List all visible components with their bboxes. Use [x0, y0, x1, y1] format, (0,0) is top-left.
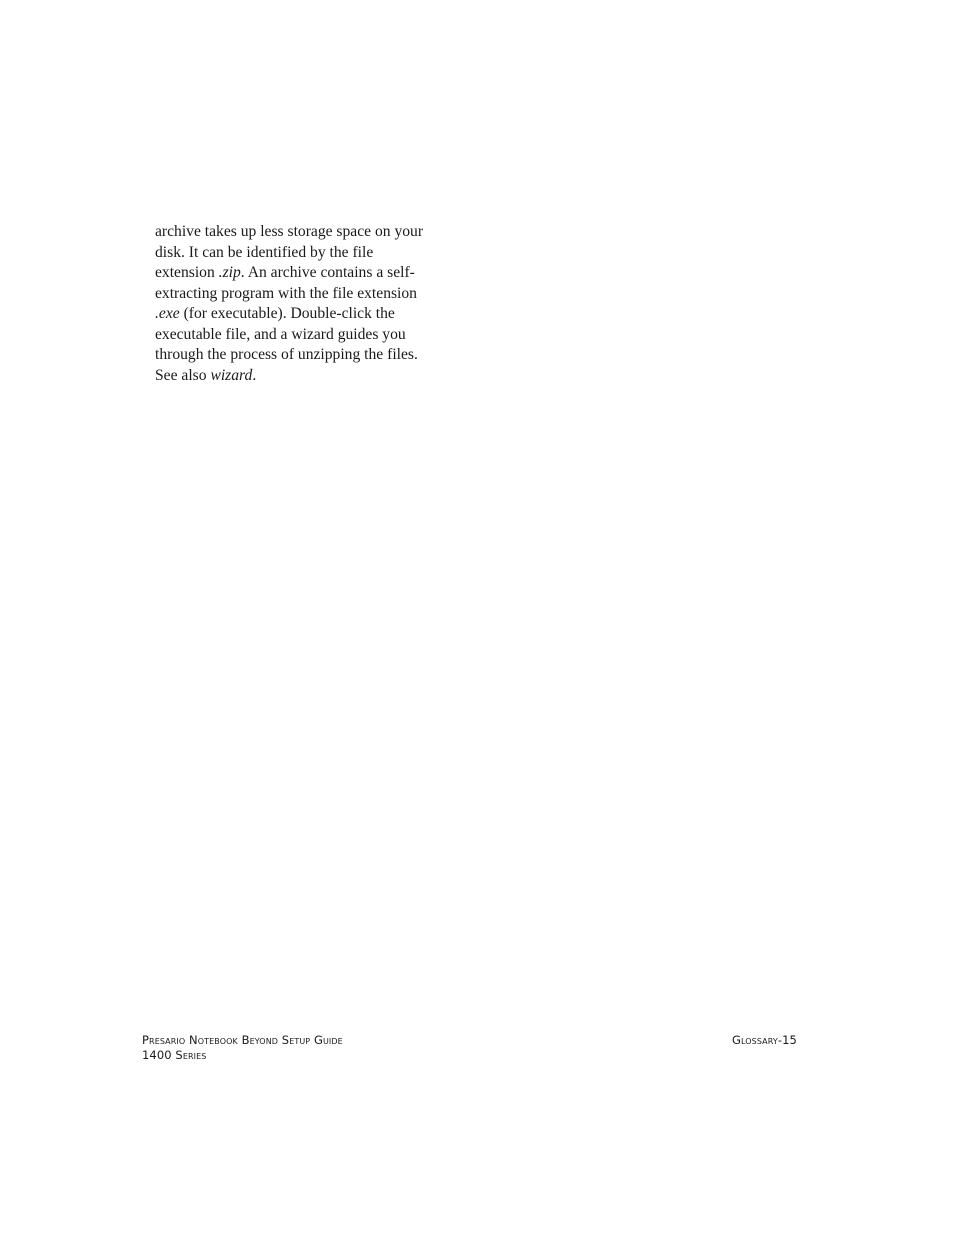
italic-term: .zip [218, 264, 241, 281]
footer-series-line: 1400 Series [142, 1048, 207, 1062]
footer-title-line: Presario Notebook Beyond Setup Guide [142, 1033, 343, 1047]
text-line [155, 263, 465, 284]
text-segment: . An archive contains a self- [240, 264, 415, 281]
text-line [155, 304, 465, 325]
text-line [155, 366, 465, 387]
glossary-entry-text [155, 222, 465, 386]
footer-page-number: Glossary-15 [732, 1033, 797, 1047]
text-segment: archive takes up less storage space on your [155, 223, 424, 240]
footer-book-title [142, 1033, 343, 1063]
text-line [155, 325, 465, 346]
text-line [155, 284, 465, 305]
text-segment: . [252, 366, 257, 384]
text-line [155, 345, 465, 366]
italic-term: wizard [210, 366, 253, 384]
text-segment: through the process of unzipping the files. [155, 346, 418, 363]
text-segment: executable file, and a wizard guides you [155, 325, 406, 343]
text-segment: extension [155, 264, 219, 281]
text-segment: See also [155, 366, 211, 384]
text-segment: disk. It can be identified by the file [155, 243, 374, 261]
text-segment: extracting program with the file extension [155, 284, 417, 302]
text-segment: (for executable). Double-click the [179, 305, 395, 322]
italic-term: .exe [155, 305, 180, 322]
text-line [155, 222, 465, 243]
text-line [155, 243, 465, 264]
